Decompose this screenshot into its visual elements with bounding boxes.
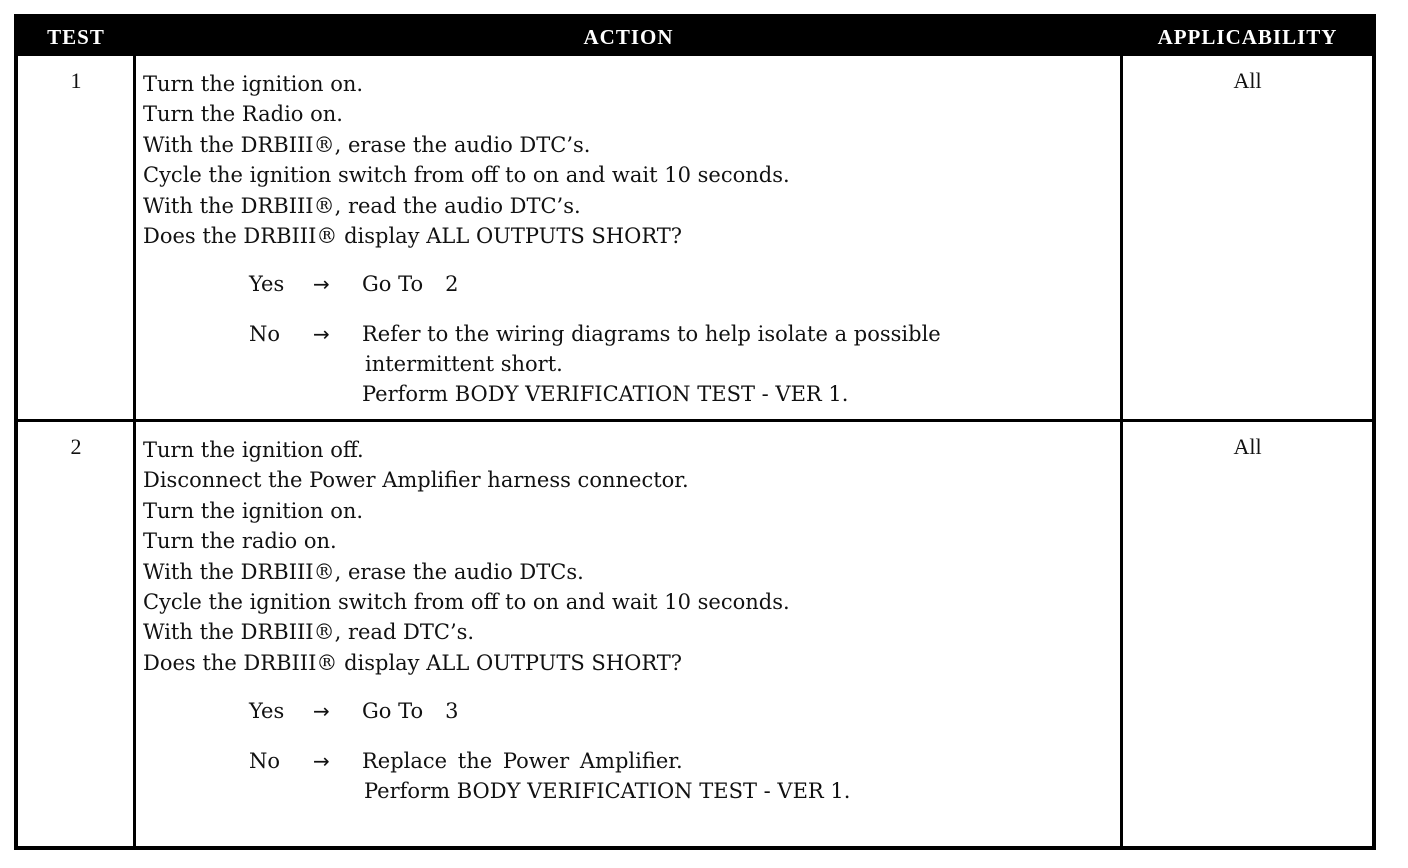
goto-number: 3 <box>445 699 459 724</box>
action-step: Turn the Radio on. <box>143 102 343 127</box>
no-action-continuation <box>143 776 1113 806</box>
action-step: With the DRBIII®, erase the audio DTC’s. <box>143 132 591 157</box>
goto-number: 2 <box>445 272 459 297</box>
applicability-value: All <box>1233 434 1262 459</box>
table-row-test-1 <box>18 56 1372 419</box>
goto-text: Go To <box>362 272 424 297</box>
arrow-right-icon: → <box>313 322 330 347</box>
header-applicability: APPLICABILITY <box>1157 25 1338 49</box>
action-cell <box>143 69 1113 409</box>
applicability-value: All <box>1233 68 1262 93</box>
action-step: Turn the radio on. <box>143 529 337 554</box>
header-test: TEST <box>47 25 105 49</box>
no-action-line: intermittent short. <box>365 352 563 377</box>
action-step: With the DRBIII®, read the audio DTC’s. <box>143 193 581 218</box>
action-step: Cycle the ignition switch from off to on and wait 10 seconds. <box>143 163 790 188</box>
no-action-line: Perform BODY VERIFICATION TEST - VER 1. <box>362 382 849 407</box>
action-step: Turn the ignition off. <box>143 438 364 462</box>
action-step: With the DRBIII®, read DTC’s. <box>143 620 475 645</box>
no-action-continuation <box>143 349 1113 379</box>
arrow-right-icon: → <box>313 699 330 724</box>
action-step: With the DRBIII®, erase the audio DTCs. <box>143 559 584 584</box>
action-step: Cycle the ignition switch from off to on and wait 10 seconds. <box>143 590 790 615</box>
yes-action <box>362 696 459 726</box>
no-action-line: Refer to the wiring diagrams to help isolate a possible <box>362 322 941 347</box>
action-step: Disconnect the Power Amplifier harness connector. <box>143 468 689 493</box>
action-step: Turn the ignition on. <box>143 498 364 523</box>
no-result <box>143 319 1113 349</box>
no-result <box>143 746 1113 776</box>
diagnostic-test-table <box>14 14 1376 850</box>
header-action: ACTION <box>583 25 674 49</box>
yes-label: Yes <box>249 272 285 297</box>
test-number: 1 <box>70 68 82 93</box>
action-step: Does the DRBIII® display ALL OUTPUTS SHORT? <box>143 650 683 675</box>
yes-label: Yes <box>249 699 285 724</box>
no-action-line: Replace the Power Amplifier. <box>362 749 683 774</box>
arrow-right-icon: → <box>313 749 330 774</box>
no-label: No <box>249 322 281 347</box>
yes-action <box>362 269 459 299</box>
no-action-line: Perform BODY VERIFICATION TEST - VER 1. <box>364 779 851 804</box>
action-step: Does the DRBIII® display ALL OUTPUTS SHORT? <box>143 224 683 249</box>
action-step: Turn the ignition on. <box>143 72 364 96</box>
no-label: No <box>249 749 281 774</box>
arrow-right-icon: → <box>313 272 330 297</box>
table-row-test-2 <box>18 422 1372 846</box>
action-cell <box>143 435 1113 806</box>
yes-result <box>143 696 1113 726</box>
test-number: 2 <box>70 434 82 459</box>
yes-result <box>143 269 1113 299</box>
goto-text: Go To <box>362 699 424 724</box>
table-header <box>18 18 1372 56</box>
no-action-continuation <box>143 379 1113 409</box>
